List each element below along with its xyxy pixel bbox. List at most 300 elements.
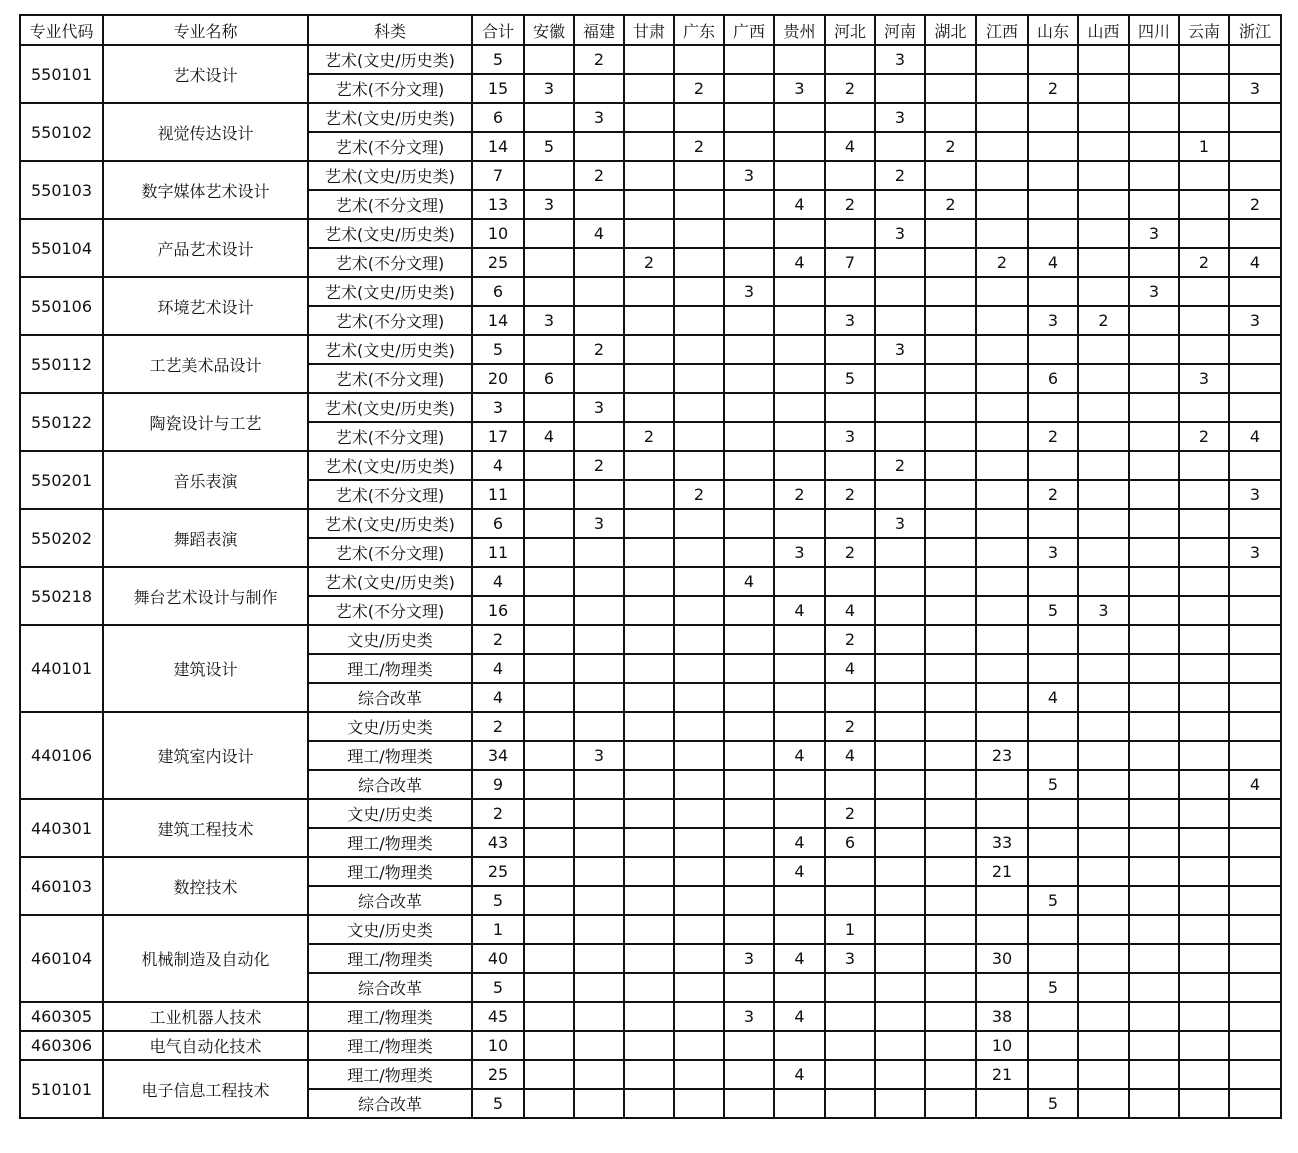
province-count-cell: [574, 625, 624, 654]
province-count-cell: [875, 1060, 925, 1089]
province-count-cell: [1028, 741, 1078, 770]
major-code-cell: 550112: [20, 335, 103, 393]
province-count-cell: [724, 451, 774, 480]
province-count-cell: [925, 1031, 976, 1060]
province-count-cell: [1179, 973, 1229, 1002]
province-count-cell: [674, 683, 724, 712]
province-count-cell: 2: [1078, 306, 1129, 335]
province-count-cell: [524, 944, 574, 973]
province-count-cell: [574, 74, 624, 103]
province-count-cell: [524, 654, 574, 683]
province-count-cell: [774, 451, 825, 480]
province-count-cell: [674, 277, 724, 306]
province-count-cell: [574, 480, 624, 509]
total-cell: 20: [472, 364, 524, 393]
province-count-cell: [524, 857, 574, 886]
province-count-cell: 2: [825, 480, 875, 509]
province-count-cell: 2: [825, 799, 875, 828]
province-count-cell: [724, 219, 774, 248]
province-count-cell: [1028, 915, 1078, 944]
province-count-cell: [925, 654, 976, 683]
province-count-cell: [674, 1002, 724, 1031]
province-count-cell: 2: [574, 451, 624, 480]
province-count-cell: [1129, 1031, 1179, 1060]
province-count-cell: [774, 306, 825, 335]
column-header: 云南: [1179, 15, 1229, 45]
province-count-cell: [1129, 45, 1179, 74]
province-count-cell: [976, 45, 1028, 74]
category-cell: 综合改革: [308, 770, 472, 799]
total-cell: 4: [472, 654, 524, 683]
province-count-cell: [875, 799, 925, 828]
province-count-cell: [875, 567, 925, 596]
major-name-cell: 电子信息工程技术: [103, 1060, 308, 1118]
province-count-cell: [624, 277, 674, 306]
province-count-cell: [774, 132, 825, 161]
province-count-cell: [624, 219, 674, 248]
province-count-cell: [674, 1031, 724, 1060]
province-count-cell: 3: [875, 219, 925, 248]
province-count-cell: [976, 219, 1028, 248]
province-count-cell: [1229, 944, 1281, 973]
province-count-cell: 2: [825, 190, 875, 219]
province-count-cell: [1078, 103, 1129, 132]
province-count-cell: [724, 103, 774, 132]
province-count-cell: [976, 480, 1028, 509]
province-count-cell: [825, 451, 875, 480]
province-count-cell: 3: [574, 103, 624, 132]
province-count-cell: [976, 161, 1028, 190]
province-count-cell: 6: [1028, 364, 1078, 393]
province-count-cell: [524, 712, 574, 741]
province-count-cell: [1229, 973, 1281, 1002]
province-count-cell: [875, 1089, 925, 1118]
total-cell: 5: [472, 886, 524, 915]
province-count-cell: 3: [774, 538, 825, 567]
province-count-cell: [1229, 1089, 1281, 1118]
province-count-cell: [925, 248, 976, 277]
province-count-cell: [976, 770, 1028, 799]
province-count-cell: [674, 538, 724, 567]
province-count-cell: [976, 509, 1028, 538]
province-count-cell: 4: [774, 190, 825, 219]
province-count-cell: [1028, 277, 1078, 306]
province-count-cell: [674, 712, 724, 741]
province-count-cell: [674, 509, 724, 538]
province-count-cell: 3: [875, 335, 925, 364]
province-count-cell: 4: [1028, 248, 1078, 277]
province-count-cell: [724, 799, 774, 828]
total-cell: 4: [472, 683, 524, 712]
province-count-cell: [574, 132, 624, 161]
province-count-cell: [1078, 480, 1129, 509]
province-count-cell: [875, 886, 925, 915]
province-count-cell: 2: [825, 74, 875, 103]
province-count-cell: [774, 799, 825, 828]
province-count-cell: 2: [674, 480, 724, 509]
category-cell: 艺术(文史/历史类): [308, 451, 472, 480]
province-count-cell: [774, 654, 825, 683]
province-count-cell: 2: [1028, 74, 1078, 103]
province-count-cell: [724, 915, 774, 944]
total-cell: 13: [472, 190, 524, 219]
total-cell: 7: [472, 161, 524, 190]
province-count-cell: [1078, 451, 1129, 480]
province-count-cell: 3: [524, 74, 574, 103]
province-count-cell: [774, 567, 825, 596]
province-count-cell: [1078, 828, 1129, 857]
province-count-cell: [875, 1002, 925, 1031]
province-count-cell: [1129, 770, 1179, 799]
province-count-cell: 2: [825, 625, 875, 654]
province-count-cell: [1179, 1002, 1229, 1031]
province-count-cell: 3: [524, 190, 574, 219]
province-count-cell: [624, 654, 674, 683]
province-count-cell: [774, 335, 825, 364]
province-count-cell: [674, 915, 724, 944]
province-count-cell: [976, 364, 1028, 393]
major-name-cell: 陶瓷设计与工艺: [103, 393, 308, 451]
province-count-cell: [1179, 741, 1229, 770]
province-count-cell: [1229, 219, 1281, 248]
province-count-cell: [674, 422, 724, 451]
province-count-cell: [1028, 393, 1078, 422]
table-row: [20, 103, 1281, 132]
province-count-cell: [825, 335, 875, 364]
province-count-cell: [1028, 509, 1078, 538]
province-count-cell: [624, 1060, 674, 1089]
province-count-cell: [624, 944, 674, 973]
province-count-cell: [574, 828, 624, 857]
province-count-cell: 5: [1028, 973, 1078, 1002]
column-header: 甘肃: [624, 15, 674, 45]
province-count-cell: [724, 857, 774, 886]
column-header: 福建: [574, 15, 624, 45]
province-count-cell: [925, 480, 976, 509]
province-count-cell: [825, 277, 875, 306]
province-count-cell: 4: [1229, 770, 1281, 799]
province-count-cell: [925, 944, 976, 973]
category-cell: 艺术(文史/历史类): [308, 567, 472, 596]
category-cell: 艺术(不分文理): [308, 596, 472, 625]
province-count-cell: [724, 538, 774, 567]
province-count-cell: [925, 596, 976, 625]
province-count-cell: [825, 1060, 875, 1089]
province-count-cell: [574, 190, 624, 219]
province-count-cell: [875, 190, 925, 219]
province-count-cell: [624, 335, 674, 364]
major-name-cell: 工业机器人技术: [103, 1002, 308, 1031]
province-count-cell: [1179, 509, 1229, 538]
province-count-cell: [1179, 712, 1229, 741]
province-count-cell: [524, 625, 574, 654]
province-count-cell: [925, 451, 976, 480]
total-cell: 6: [472, 277, 524, 306]
province-count-cell: [724, 335, 774, 364]
province-count-cell: [1078, 944, 1129, 973]
province-count-cell: [1129, 161, 1179, 190]
province-count-cell: [674, 1060, 724, 1089]
table-row: [20, 567, 1281, 596]
province-count-cell: [976, 103, 1028, 132]
category-cell: 文史/历史类: [308, 915, 472, 944]
province-count-cell: [574, 364, 624, 393]
province-count-cell: [825, 973, 875, 1002]
province-count-cell: [1078, 857, 1129, 886]
category-cell: 艺术(不分文理): [308, 538, 472, 567]
province-count-cell: [524, 741, 574, 770]
province-count-cell: [1078, 393, 1129, 422]
province-count-cell: [1129, 306, 1179, 335]
province-count-cell: [774, 393, 825, 422]
province-count-cell: [875, 770, 925, 799]
province-count-cell: [925, 915, 976, 944]
total-cell: 15: [472, 74, 524, 103]
province-count-cell: [1229, 364, 1281, 393]
province-count-cell: [524, 886, 574, 915]
province-count-cell: [624, 973, 674, 1002]
province-count-cell: [774, 973, 825, 1002]
province-count-cell: [774, 625, 825, 654]
province-count-cell: [1179, 828, 1229, 857]
total-cell: 1: [472, 915, 524, 944]
province-count-cell: [624, 190, 674, 219]
province-count-cell: 6: [524, 364, 574, 393]
province-count-cell: [574, 538, 624, 567]
province-count-cell: [825, 393, 875, 422]
province-count-cell: [925, 277, 976, 306]
province-count-cell: [1028, 1002, 1078, 1031]
province-count-cell: [825, 103, 875, 132]
province-count-cell: [1129, 132, 1179, 161]
province-count-cell: [925, 45, 976, 74]
column-header: 专业代码: [20, 15, 103, 45]
province-count-cell: [574, 770, 624, 799]
province-count-cell: [1179, 1031, 1229, 1060]
province-count-cell: 2: [574, 161, 624, 190]
province-count-cell: [624, 161, 674, 190]
province-count-cell: [976, 886, 1028, 915]
province-count-cell: [875, 654, 925, 683]
province-count-cell: 3: [1028, 306, 1078, 335]
category-cell: 理工/物理类: [308, 1031, 472, 1060]
province-count-cell: [1078, 683, 1129, 712]
province-count-cell: 4: [774, 1060, 825, 1089]
province-count-cell: [624, 74, 674, 103]
province-count-cell: [1078, 538, 1129, 567]
category-cell: 理工/物理类: [308, 857, 472, 886]
province-count-cell: [1179, 1060, 1229, 1089]
province-count-cell: [624, 480, 674, 509]
category-cell: 艺术(文史/历史类): [308, 277, 472, 306]
total-cell: 6: [472, 509, 524, 538]
province-count-cell: [574, 422, 624, 451]
table-row: [20, 335, 1281, 364]
province-count-cell: [925, 161, 976, 190]
province-count-cell: [976, 973, 1028, 1002]
province-count-cell: [624, 538, 674, 567]
category-cell: 综合改革: [308, 683, 472, 712]
province-count-cell: [1078, 1089, 1129, 1118]
province-count-cell: 7: [825, 248, 875, 277]
province-count-cell: [624, 915, 674, 944]
province-count-cell: [674, 1089, 724, 1118]
province-count-cell: 3: [524, 306, 574, 335]
province-count-cell: [1078, 132, 1129, 161]
province-count-cell: [774, 161, 825, 190]
column-header: 江西: [976, 15, 1028, 45]
total-cell: 43: [472, 828, 524, 857]
province-count-cell: [875, 683, 925, 712]
category-cell: 文史/历史类: [308, 799, 472, 828]
province-count-cell: 2: [875, 451, 925, 480]
province-count-cell: [1129, 828, 1179, 857]
province-count-cell: [574, 306, 624, 335]
category-cell: 艺术(不分文理): [308, 306, 472, 335]
province-count-cell: [1078, 1031, 1129, 1060]
province-count-cell: 3: [1078, 596, 1129, 625]
province-count-cell: [1179, 886, 1229, 915]
province-count-cell: [875, 944, 925, 973]
province-count-cell: [724, 393, 774, 422]
major-code-cell: 440301: [20, 799, 103, 857]
province-count-cell: [574, 683, 624, 712]
province-count-cell: [925, 538, 976, 567]
total-cell: 11: [472, 480, 524, 509]
column-header: 贵州: [774, 15, 825, 45]
category-cell: 艺术(文史/历史类): [308, 335, 472, 364]
province-count-cell: [875, 596, 925, 625]
province-count-cell: [976, 74, 1028, 103]
province-count-cell: [1179, 596, 1229, 625]
province-count-cell: [624, 799, 674, 828]
province-count-cell: 3: [724, 1002, 774, 1031]
province-count-cell: 2: [1028, 422, 1078, 451]
province-count-cell: [1129, 509, 1179, 538]
province-count-cell: [674, 973, 724, 1002]
province-count-cell: [724, 973, 774, 1002]
province-count-cell: [1129, 944, 1179, 973]
major-code-cell: 550122: [20, 393, 103, 451]
table-row: [20, 857, 1281, 886]
province-count-cell: [574, 915, 624, 944]
province-count-cell: [624, 1089, 674, 1118]
province-count-cell: 5: [524, 132, 574, 161]
province-count-cell: [976, 132, 1028, 161]
total-cell: 10: [472, 1031, 524, 1060]
province-count-cell: 3: [574, 741, 624, 770]
province-count-cell: [674, 248, 724, 277]
province-count-cell: [624, 770, 674, 799]
province-count-cell: [925, 1060, 976, 1089]
total-cell: 4: [472, 451, 524, 480]
province-count-cell: [524, 828, 574, 857]
province-count-cell: [574, 567, 624, 596]
province-count-cell: [674, 944, 724, 973]
category-cell: 理工/物理类: [308, 741, 472, 770]
province-count-cell: [524, 103, 574, 132]
major-name-cell: 视觉传达设计: [103, 103, 308, 161]
province-count-cell: [624, 364, 674, 393]
province-count-cell: [1229, 132, 1281, 161]
major-code-cell: 550104: [20, 219, 103, 277]
province-count-cell: [976, 393, 1028, 422]
province-count-cell: [674, 451, 724, 480]
province-count-cell: [1179, 480, 1229, 509]
province-count-cell: [1028, 451, 1078, 480]
province-count-cell: [1028, 219, 1078, 248]
major-code-cell: 460104: [20, 915, 103, 1002]
province-count-cell: [1179, 1089, 1229, 1118]
province-count-cell: 4: [724, 567, 774, 596]
total-cell: 5: [472, 1089, 524, 1118]
province-count-cell: 3: [1028, 538, 1078, 567]
province-count-cell: 2: [925, 132, 976, 161]
province-count-cell: 2: [574, 335, 624, 364]
province-count-cell: [524, 393, 574, 422]
category-cell: 艺术(不分文理): [308, 190, 472, 219]
province-count-cell: [1028, 190, 1078, 219]
province-count-cell: [724, 509, 774, 538]
table-row: [20, 277, 1281, 306]
province-count-cell: [674, 103, 724, 132]
province-count-cell: [774, 770, 825, 799]
province-count-cell: [624, 393, 674, 422]
province-count-cell: 23: [976, 741, 1028, 770]
province-count-cell: [724, 596, 774, 625]
province-count-cell: [674, 654, 724, 683]
province-count-cell: 3: [724, 944, 774, 973]
province-count-cell: [1028, 857, 1078, 886]
province-count-cell: 4: [774, 1002, 825, 1031]
province-count-cell: [574, 654, 624, 683]
province-count-cell: 3: [1229, 538, 1281, 567]
province-count-cell: 3: [875, 103, 925, 132]
province-count-cell: [925, 857, 976, 886]
province-count-cell: [976, 915, 1028, 944]
category-cell: 综合改革: [308, 973, 472, 1002]
province-count-cell: 5: [1028, 770, 1078, 799]
province-count-cell: [724, 741, 774, 770]
total-cell: 6: [472, 103, 524, 132]
province-count-cell: [724, 45, 774, 74]
column-header: 河南: [875, 15, 925, 45]
province-count-cell: [1229, 1060, 1281, 1089]
province-count-cell: [825, 161, 875, 190]
province-count-cell: [1229, 799, 1281, 828]
province-count-cell: [1229, 741, 1281, 770]
province-count-cell: [774, 219, 825, 248]
province-count-cell: 3: [825, 422, 875, 451]
province-count-cell: [925, 509, 976, 538]
province-count-cell: 2: [825, 712, 875, 741]
province-count-cell: [1129, 741, 1179, 770]
major-name-cell: 音乐表演: [103, 451, 308, 509]
province-count-cell: 2: [574, 45, 624, 74]
province-count-cell: [1129, 886, 1179, 915]
province-count-cell: [1078, 45, 1129, 74]
province-count-cell: [1028, 1060, 1078, 1089]
province-count-cell: [925, 567, 976, 596]
province-count-cell: [724, 1089, 774, 1118]
category-cell: 理工/物理类: [308, 944, 472, 973]
major-name-cell: 环境艺术设计: [103, 277, 308, 335]
province-count-cell: [1078, 973, 1129, 1002]
province-count-cell: [1229, 103, 1281, 132]
province-count-cell: [1078, 422, 1129, 451]
province-count-cell: [674, 799, 724, 828]
category-cell: 艺术(不分文理): [308, 248, 472, 277]
